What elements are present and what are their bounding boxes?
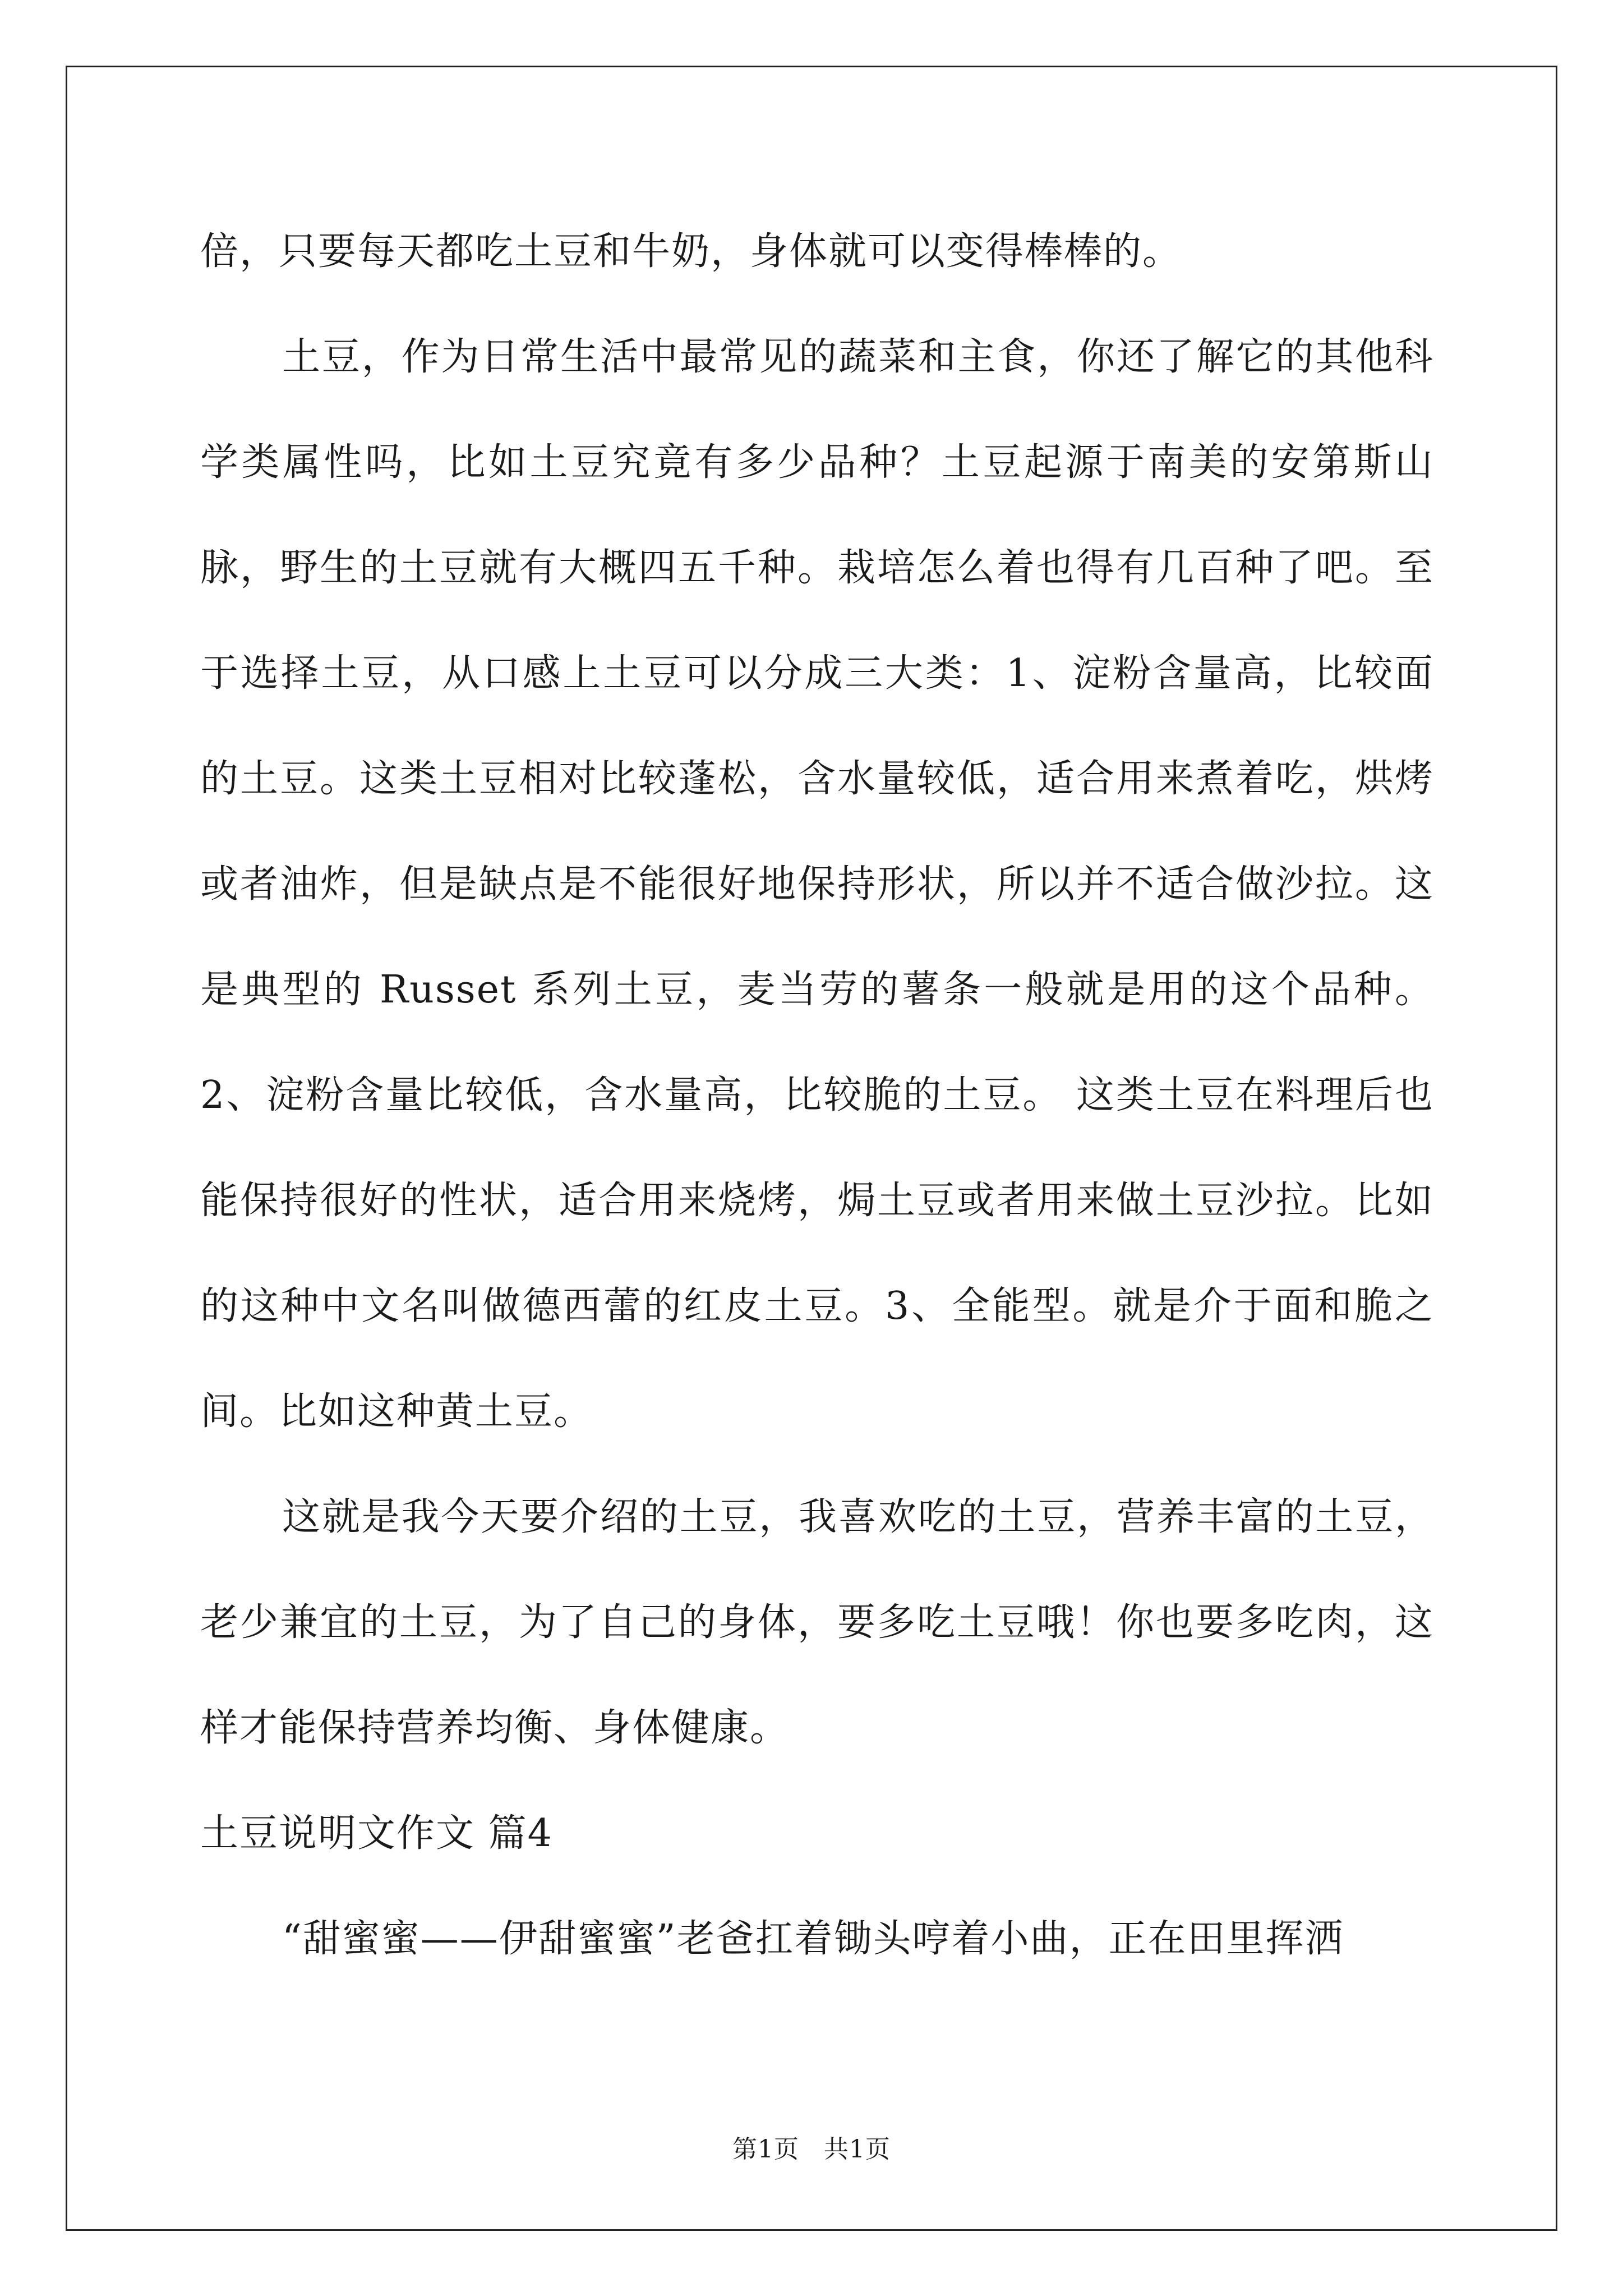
paragraph-potato-varieties: 土豆，作为日常生活中最常见的蔬菜和主食，你还了解它的其他科学类属性吗，比如土豆究竟有多少品种？土豆起源于南美的安第斯山脉，野生的土豆就有大概四五千种。栽培怎么着也得有几百种了吧。至于选择土豆，从口感上土豆可以分成三大类：1、淀粉含量高，比较面的土豆。这类土豆相对比较蓬松，含水量较低，适合用来煮着吃，烘烤或者油炸，但是缺点是不能很好地保持形状，所以并不适合做沙拉。这是典型的 Russet 系列土豆，麦当劳的薯条一般就是用的这个品种。2、淀粉含量比较低，含水量高，比较脆的土豆。 这类土豆在料理后也能保持很好的性状，适合用来烧烤，焗土豆或者用来做土豆沙拉。比如的这种中文名叫做德西蕾的红皮土豆。3、全能型。就是介于面和脆之间。比如这种黄土豆。 (200, 335, 1434, 1434)
page-total: 共1页 (824, 2135, 891, 2164)
section-heading: 土豆说明文作文 篇4 (200, 1811, 553, 1856)
paragraph-continuation: 倍，只要每天都吃土豆和牛奶，身体就可以变得棒棒的。 (200, 229, 1182, 274)
document-body (200, 199, 1434, 1992)
paragraph-section-start: “甜蜜蜜——伊甜蜜蜜”老爸扛着锄头哼着小曲，正在田里挥洒 (282, 1917, 1344, 1961)
page-footer (0, 2129, 1623, 2165)
paragraph-conclusion: 这就是我今天要介绍的土豆，我喜欢吃的土豆，营养丰富的土豆，老少兼宜的土豆，为了自己的身体，要多吃土豆哦！你也要多吃肉，这样才能保持营养均衡、身体健康。 (200, 1495, 1434, 1750)
page-number: 第1页 (732, 2135, 799, 2164)
